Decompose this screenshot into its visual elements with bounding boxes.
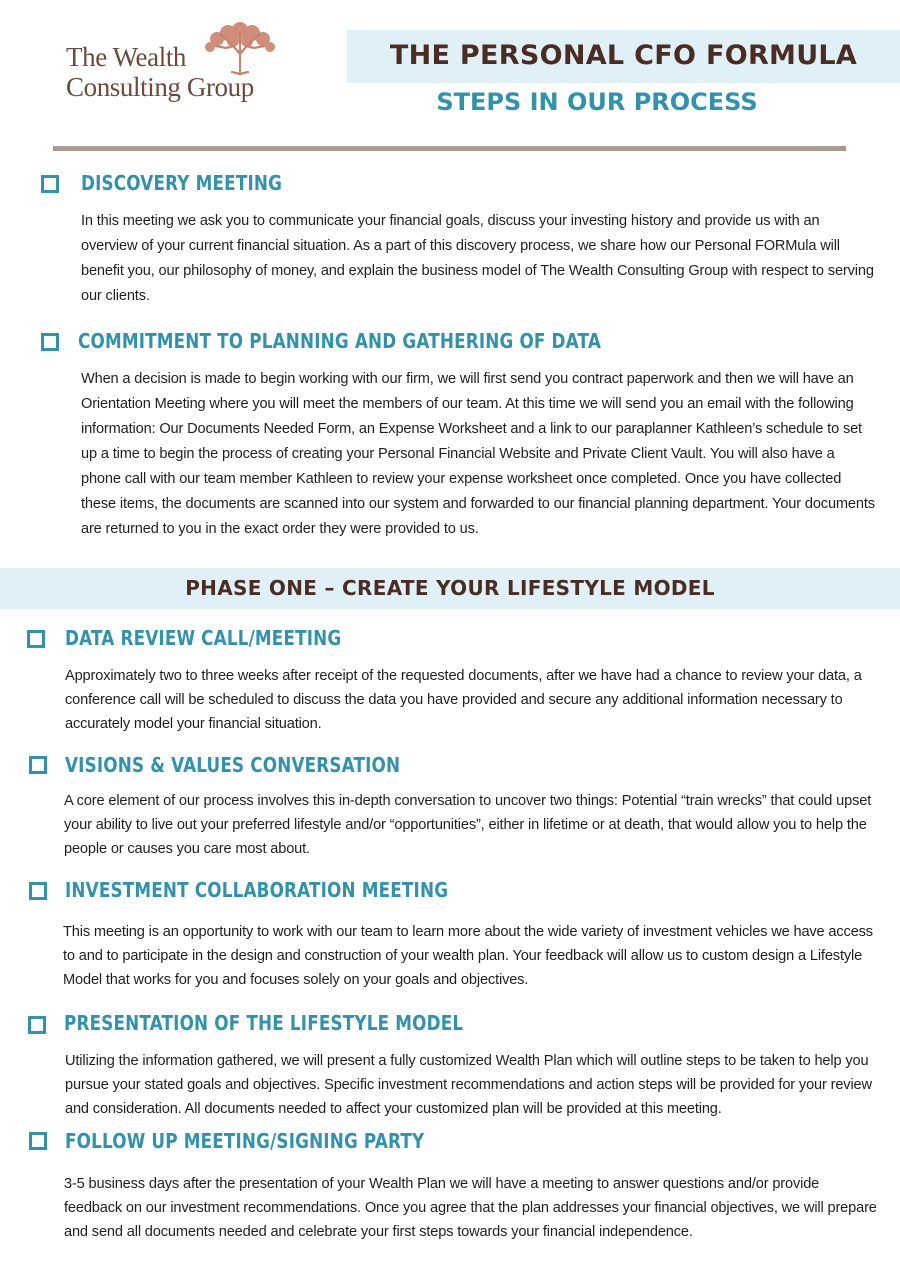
logo-line-1: The Wealth xyxy=(66,42,187,72)
page-title: THE PERSONAL CFO FORMULA xyxy=(389,40,858,71)
section-body: When a decision is made to begin working with our firm, we will first send you contract paperwork and then we will have an Orientation Meeting where you will meet the members of our team. At this time we will send you an email with the following information: Our Documents Needed Form, an Expense Worksheet and a link to our paraplanner Kathleen’s schedule to set up a time to begin the process of creating your Personal Financial Website and Private Client Vault. You will also have a phone call with our team member Kathleen to review your expense worksheet once completed. Once you have collected these items, the documents are scanned into our system and forwarded to our financial planning department. Your documents are returned to you in the exact order they were provided to us. xyxy=(81,371,875,537)
section-body: 3-5 business days after the presentation of your Wealth Plan we will have a meeting to answer questions and/or provide feedback on our investment recommendations. Once you agree that the plan addresses your financial objectives, we will prepare and send all documents needed and celebrate your first steps towards your financial independence. xyxy=(64,1176,877,1240)
checkbox-investment-collaboration[interactable] xyxy=(29,882,47,900)
phase-title: PHASE ONE – CREATE YOUR LIFESTYLE MODEL xyxy=(185,576,715,600)
section-heading: FOLLOW UP MEETING/SIGNING PARTY xyxy=(65,1129,425,1153)
checkbox-presentation[interactable] xyxy=(28,1016,46,1034)
checkbox-follow-up[interactable] xyxy=(29,1132,47,1150)
section-heading: INVESTMENT COLLABORATION MEETING xyxy=(65,878,449,902)
logo-line-2: Consulting Group xyxy=(66,72,254,102)
section-heading: VISIONS & VALUES CONVERSATION xyxy=(65,753,401,777)
checkbox-visions-values[interactable] xyxy=(29,756,47,774)
section-body: A core element of our process involves this in-depth conversation to uncover two things: Potential “train wrecks” that could upset your ability to live out your preferred lifestyle and/or “opportunities”, either in lifetime or at death, that would allow you to help the people or causes you care most about. xyxy=(64,793,872,857)
header-divider xyxy=(53,146,846,151)
checkbox-commitment-planning[interactable] xyxy=(41,333,59,351)
section-body: In this meeting we ask you to communicate your financial goals, discuss your investing history and provide us with an overview of your current financial situation. As a part of this discovery process, we share how our Personal FORMula will benefit you, our philosophy of money, and explain the business model of The Wealth Consulting Group with respect to serving our clients. xyxy=(81,213,874,304)
section-heading: DATA REVIEW CALL/MEETING xyxy=(65,626,342,650)
section-body: Utilizing the information gathered, we will present a fully customized Wealth Plan which will outline steps to be taken to help you pursue your stated goals and objectives. Specific investment recommendations and action steps will be provided for your review and consideration. All documents needed to affect your customized plan will be provided at this meeting. xyxy=(65,1053,872,1117)
section-heading: DISCOVERY MEETING xyxy=(81,171,283,195)
checkbox-data-review[interactable] xyxy=(27,630,45,648)
logo-wordmark xyxy=(66,42,254,102)
checkbox-discovery-meeting[interactable] xyxy=(41,175,59,193)
page-subtitle: STEPS IN OUR PROCESS xyxy=(436,88,758,116)
section-heading: PRESENTATION OF THE LIFESTYLE MODEL xyxy=(64,1011,464,1035)
company-logo xyxy=(66,20,296,120)
section-heading: COMMITMENT TO PLANNING AND GATHERING OF DATA xyxy=(78,329,602,353)
section-body: This meeting is an opportunity to work with our team to learn more about the wide variety of investment vehicles we have access to and to participate in the design and construction of your wealth plan. Your feedback will allow us to custom design a Lifestyle Model that works for you and focuses solely on your goals and objectives. xyxy=(63,924,873,988)
section-body: Approximately two to three weeks after receipt of the requested documents, after we have had a chance to review your data, a conference call will be scheduled to discuss the data you have provided and secure any additional information necessary to accurately model your financial situation. xyxy=(65,668,862,732)
